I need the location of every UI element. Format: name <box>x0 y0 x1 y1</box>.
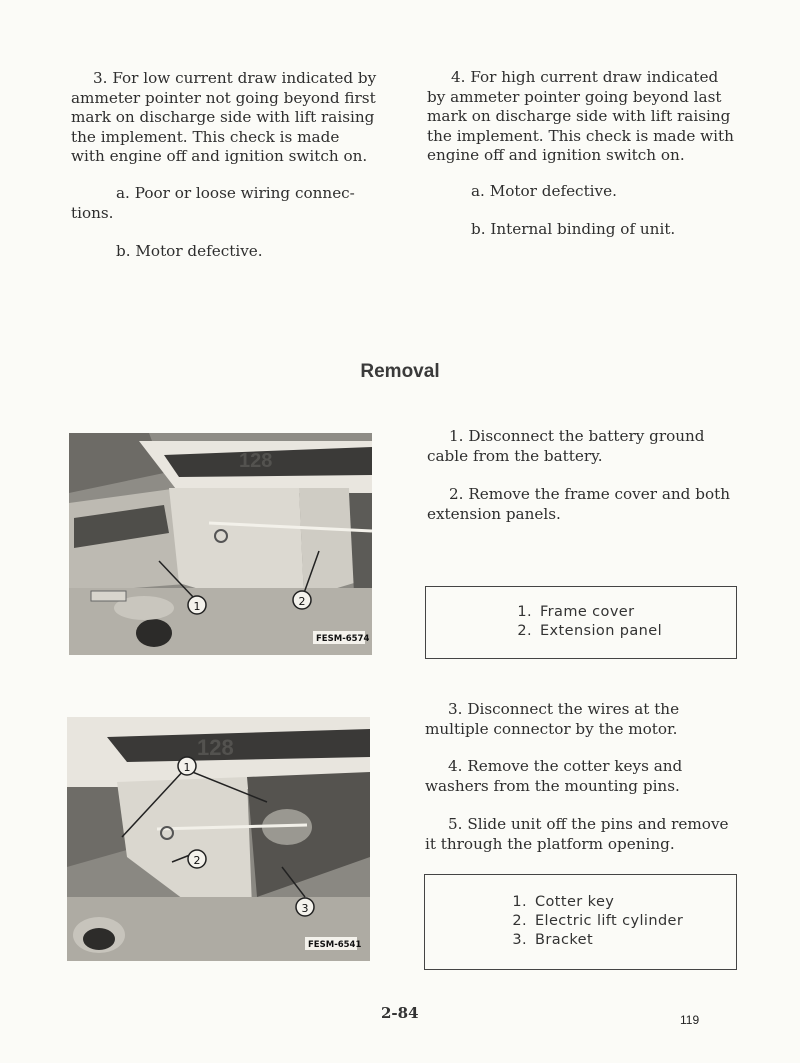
step-4: 4. Remove the cotter keys and washers from the mounting pins. <box>425 757 683 795</box>
item-4b: b. Internal binding of unit. <box>471 220 676 238</box>
section-title: Removal <box>360 361 440 382</box>
svg-text:3: 3 <box>301 902 309 915</box>
item-3a-line1: a. Poor or loose wiring connec- <box>116 184 355 202</box>
svg-text:1: 1 <box>193 600 201 613</box>
step-1: 1. Disconnect the battery ground cable from the battery. <box>427 427 705 465</box>
photo2-badge: 128 <box>197 735 234 760</box>
photo1-tag: FESM-6574 <box>316 634 370 644</box>
photo-lift-cylinder <box>67 717 370 961</box>
item-3-paragraph: 3. For low current draw indicated by ammeter pointer not going beyond first mark on discharge side with lift raising the implement. This check is made with engine off and ignition switch on. <box>71 69 377 165</box>
photo-frame-cover <box>69 433 372 655</box>
svg-text:2: 2 <box>193 854 201 867</box>
legend1-row-2: 2. Extension panel <box>517 623 663 639</box>
legend-box-2 <box>424 874 737 970</box>
legend2-row-1: 1. Cotter key <box>512 894 615 910</box>
legend2-row-2: 2. Electric lift cylinder <box>512 913 684 929</box>
legend2-row-3: 3. Bracket <box>512 932 594 948</box>
legend-box-1 <box>425 586 737 659</box>
item-4a: a. Motor defective. <box>471 182 617 200</box>
folio-number: 119 <box>680 1013 700 1027</box>
item-3a-line2: tions. <box>71 204 114 222</box>
step-3: 3. Disconnect the wires at the multiple connector by the motor. <box>425 700 680 738</box>
step-2: 2. Remove the frame cover and both extension panels. <box>427 485 730 523</box>
item-4-paragraph: 4. For high current draw indicated by ammeter pointer going beyond last mark on discharge side with lift raising the implement. This check is made with engine off and ignition switch on. <box>427 68 734 164</box>
photo1-badge: 128 <box>239 450 273 472</box>
photo2-tag: FESM-6541 <box>308 940 362 950</box>
step-5: 5. Slide unit off the pins and remove it through the platform opening. <box>425 815 729 853</box>
page-label: 2-84 <box>381 1004 419 1022</box>
legend1-row-1: 1. Frame cover <box>517 604 635 620</box>
svg-text:1: 1 <box>183 761 191 774</box>
svg-text:2: 2 <box>298 595 306 608</box>
item-3b: b. Motor defective. <box>116 242 263 260</box>
